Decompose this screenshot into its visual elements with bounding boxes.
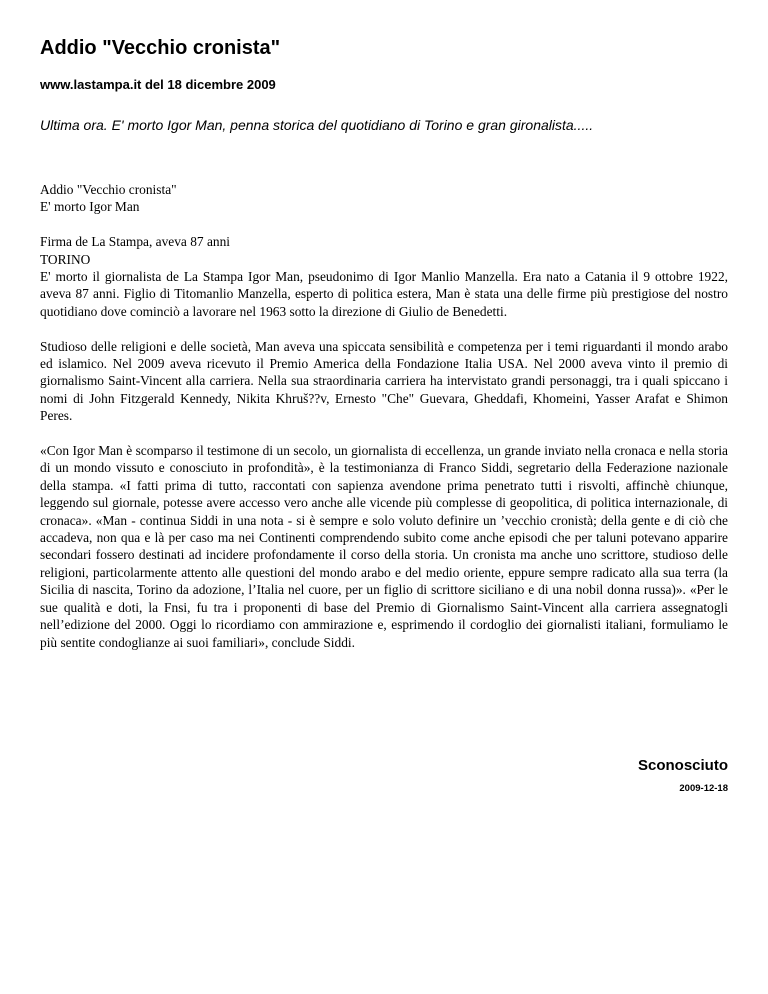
source-line: www.lastampa.it del 18 dicembre 2009 <box>40 77 276 92</box>
article-paragraph: «Con Igor Man è scomparso il testimone di un secolo, un giornalista di eccellenza, un grande inviato nella cronaca e nella storia di un mondo vissuto e conosciuto in profondità», è la testimonianza di Franco Siddi, segretario della Federazione nazionale della stampa. «I fatti prima di tutto, raccontati con sapienza avendone prima penetrato tutti i risvolti, affinchè chiunque, leggendo sul giornale, potesse avere accesso vero anche alle vicende più complesse di geopolitica, di politica internazionale, di cronaca». «Man - continua Siddi in una nota - si è sempre e solo voluto definire un ’vecchio cronistà; della gente e di ciò che accadeva, non qua e là per caso ma nei Continenti comprendendo subito come anche episodi che per taluni potevano apparire secondari fossero destinati ad incidere profondamente il corso della storia. Un cronista ma anche uno scrittore, studioso delle religioni, particolarmente attento alle questioni del mondo arabo e del medio oriente, eppure sempre radicato alla sua terra (la Sicilia di nascita, Torino da adozione, l’Italia nel cuore, per un figlio di scrittore siciliano e di una nobil donna russa)». «Per le sue qualità e doti, la Fnsi, fu tra i proponenti di base del Premio di Giornalismo Saint-Vincent alla carriera assegnatogli nell’edizione del 2000. Oggi lo ricordiamo con ammirazione e, esprimendo il cordoglio dei giornalisti italiani, formuliamo le più sentite condoglianze ai suoi familiari», conclude Siddi. <box>40 443 728 650</box>
article-paragraph: E' morto il giornalista de La Stampa Igor Man, pseudonimo di Igor Manlio Manzella. Era nato a Catania il 9 ottobre 1922, aveva 87 anni. Figlio di Titomanlio Manzella, esperto di politica estera, Man è stata una delle firme più prestigiose del nostro quotidiano dove cominciò a lavorare nel 1963 sotto la direzione di Giulio de Benedetti. <box>40 269 728 319</box>
article-paragraph: Studioso delle religioni e delle società, Man aveva una spiccata sensibilità e competenza per i temi riguardanti il mondo arabo ed islamico. Nel 2009 aveva ricevuto il Premio America della Fondazione Italia USA. Nel 2000 aveva vinto il premio di giornalismo Saint-Vincent alla carriera. Nella sua straordinaria carriera ha intervistato grandi personaggi, tra i quali spiccano i nomi di John Fitzgerald Kennedy, Nikita Khruš??v, Ernesto "Che" Guevara, Gheddafi, Khomeini, Yasser Arafat e Shimon Peres. <box>40 338 728 424</box>
publish-date: 2009-12-18 <box>679 783 728 794</box>
author-name: Sconosciuto <box>637 757 728 774</box>
article-heading-line: Addio "Vecchio cronista" <box>40 182 177 197</box>
article-intro <box>40 233 728 268</box>
article-subheading-line: E' morto Igor Man <box>40 199 140 215</box>
article-kicker: Firma de La Stampa, aveva 87 anni <box>40 234 231 250</box>
article-heading <box>40 181 728 216</box>
lead-summary: Ultima ora. E' morto Igor Man, penna storica del quotidiano di Torino e gran gironalista..... <box>40 117 594 133</box>
article-body <box>40 181 728 668</box>
article-dateline: TORINO <box>40 251 91 267</box>
page-title: Addio "Vecchio cronista" <box>40 37 281 59</box>
